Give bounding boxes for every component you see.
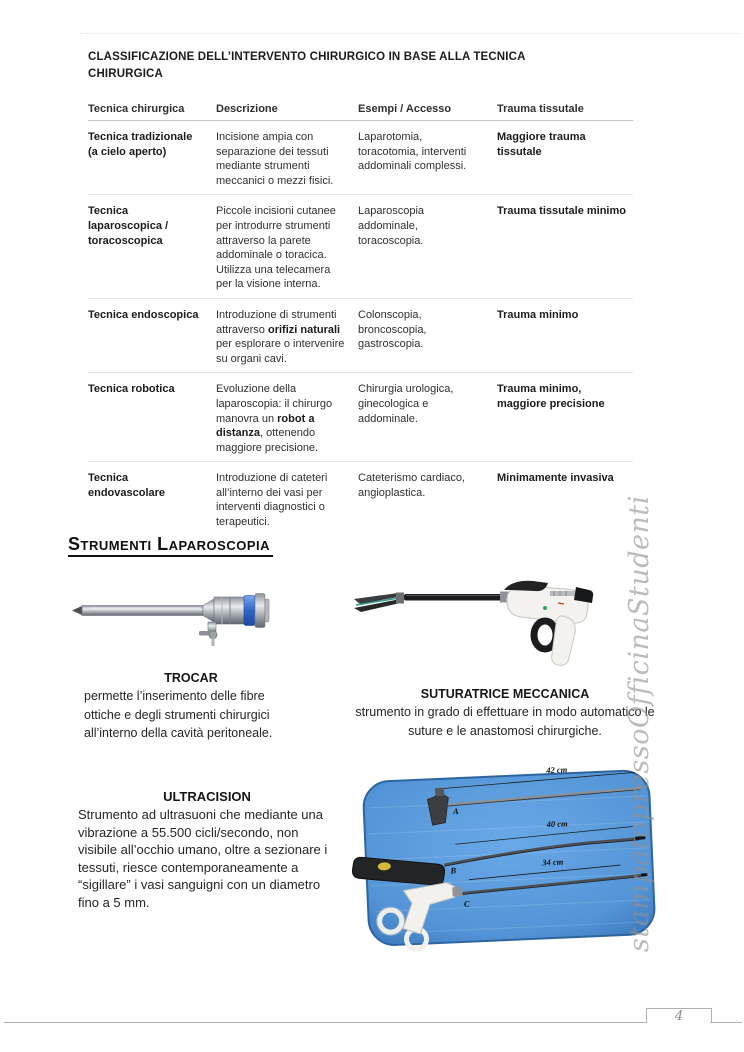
watermark: stampatopressoOfficinaStudenti [624,495,655,952]
cell-esempi: Colonscopia, broncoscopia, gastroscopia. [358,308,427,351]
cell-tecnica: Tecnica endoscopica [88,308,199,321]
cell-esempi: Cateterismo cardiaco, angioplastica. [358,472,465,499]
section-heading-strumenti-laparoscopia: Strumenti Laparoscopia [68,533,273,557]
table-row [88,462,633,535]
cell-esempi: Laparoscopia addominale, toracoscopia. [358,205,425,247]
trocar-blue-ring [244,596,255,626]
footer-rule-left [4,1022,646,1023]
table-header-row [88,97,633,121]
cell-descrizione: Incisione ampia con separazione dei tessuti mediante strumenti meccanici o mezzi fisici. [216,131,334,187]
trocar-description: permette l’inserimento delle fibre ottiche e degli strumenti chirurgici all’interno della cavità peritoneale. [84,689,273,740]
cell-trauma: Trauma tissutale minimo [497,205,626,218]
trocar-tip [72,606,83,616]
cell-tecnica: Tecnica endovascolare [88,472,166,499]
table-body [88,121,633,536]
letter-label-a: A [452,806,459,817]
cell-tecnica: Tecnica robotica [88,383,175,396]
letter-label-b: B [450,865,457,876]
table-row [88,373,633,462]
col-header-descrizione: Descrizione [216,103,278,115]
col-header-trauma: Trauma tissutale [497,103,584,115]
letter-label-c: C [463,898,470,909]
suturatrice-image [352,578,597,670]
ultracision-description: Strumento ad ultrasuoni che mediante una vibrazione a 55.500 cicli/secondo, non visibile all’occhio umano, oltre a sezionare i tessuti, riesce contemporaneamente a “sigillare” i vasi sanguigni con un diametro fino a 5 mm. [78,807,328,910]
footer-rule-right [710,1022,742,1023]
suturatrice-caption [338,687,672,740]
cell-descrizione: Introduzione di strumenti attraverso orifizi naturali per esplorare o intervenire su organi cavi. [216,308,345,365]
table-row [88,299,633,373]
trocar-image [70,582,270,652]
length-label-b: 40 cm [546,818,568,830]
page-number-tab [646,1008,712,1023]
page-number: 4 [674,1009,684,1024]
cell-esempi: Laparotomia, toracotomia, interventi addominali complessi. [358,131,467,173]
table-row [88,195,633,299]
table-row [88,121,633,195]
length-label-c: 34 cm [542,856,564,868]
ultracision-block [78,789,336,911]
suturatrice-description: strumento in grado di effettuare in modo automatico le suture e le anastomosi chirurgiche. [355,705,655,738]
cell-descrizione: Introduzione di cateteri all’interno dei vasi per interventi diagnostici o terapeutici. [216,472,328,529]
page-title: CLASSIFICAZIONE DELL’INTERVENTO CHIRURGICO IN BASE ALLA TECNICA CHIRURGICA [88,51,526,80]
cell-trauma: Trauma minimo, maggiore precisione [497,383,605,410]
trocar-title: TROCAR [164,671,218,685]
stapler-trigger-loop [534,621,556,649]
cell-tecnica: Tecnica tradizionale (a cielo aperto) [88,131,193,158]
laparoscopy-instruments-photo [350,758,665,956]
cell-esempi: Chirurgia urologica, ginecologica e addominale. [358,383,454,425]
cell-descrizione: Evoluzione della laparoscopia: il chirurgo manovra un robot a distanza, ottenendo maggiore precisione. [216,383,333,454]
suturatrice-title: SUTURATRICE MECCANICA [420,687,590,701]
cell-descrizione: Piccole incisioni cutanee per introdurre strumenti attraverso la parete addominale o toracica. Utilizza una telecamera per la visione interna. [216,205,336,291]
trocar-caption [84,671,298,743]
cell-trauma: Minimamente invasiva [497,472,614,485]
col-header-tecnica: Tecnica chirurgica [88,103,185,115]
length-label-a: 42 cm [546,764,568,776]
page-top-rule [80,33,740,34]
ultracision-title: ULTRACISION [163,789,251,804]
cell-tecnica: Tecnica laparoscopica / toracoscopica [88,205,169,247]
cell-trauma: Maggiore trauma tissutale [497,131,586,158]
cell-trauma: Trauma minimo [497,308,579,321]
col-header-esempi: Esempi / Accesso [358,103,452,115]
classification-table [88,97,633,536]
